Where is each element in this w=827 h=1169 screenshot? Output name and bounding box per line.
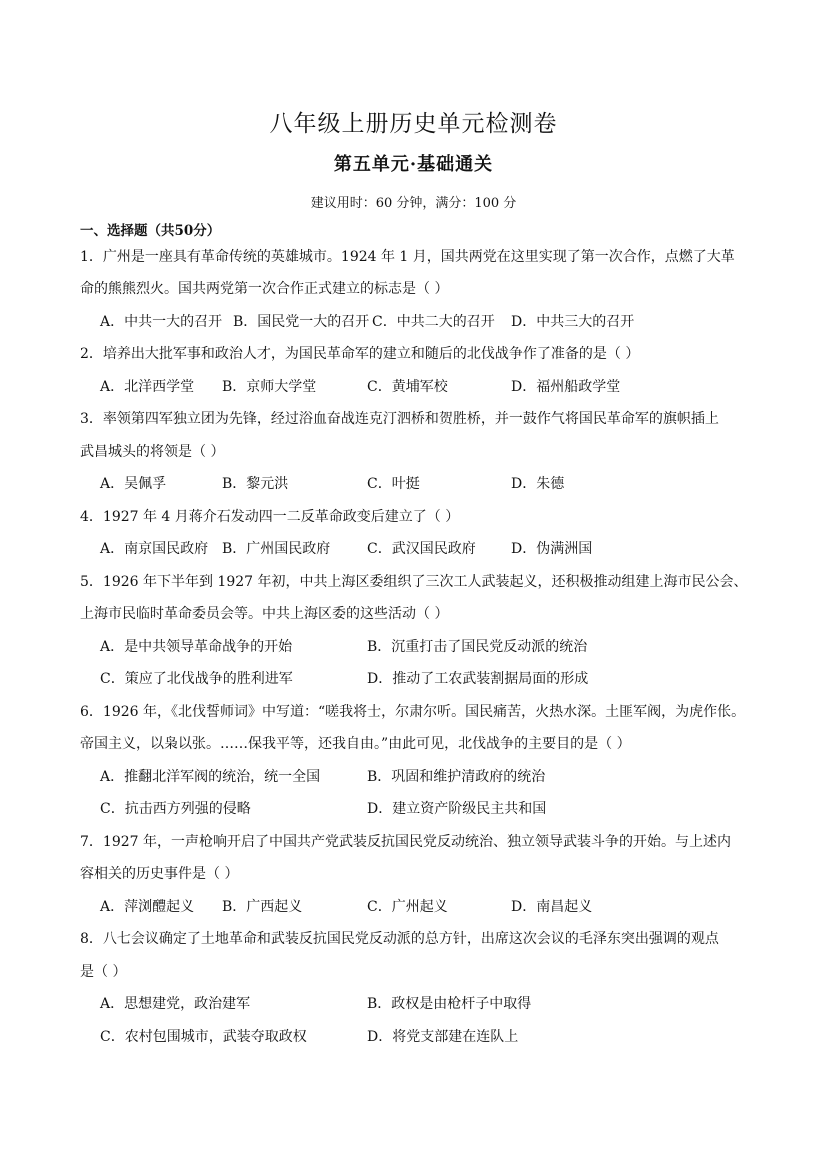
question-2-option-b: B．京师大学堂: [222, 379, 317, 395]
question-2-option-a: A．北洋西学堂: [100, 379, 195, 395]
question-3-option-d: D．朱德: [511, 476, 565, 492]
question-5-option-b: B．沉重打击了国民党反动派的统治: [367, 639, 588, 655]
question-3-option-b: B．黎元洪: [222, 476, 289, 492]
exam-meta: 建议用时：60 分钟，满分：100 分: [310, 196, 517, 211]
question-1-option-a: A．中共一大的召开: [100, 314, 223, 330]
question-6-option-b: B．巩固和维护清政府的统治: [367, 769, 546, 785]
question-1-line-1: 1．广州是一座具有革命传统的英雄城市。1924 年 1 月，国共两党在这里实现了第一次合作，点燃了大革: [80, 249, 735, 265]
question-3-option-a: A．吴佩孚: [100, 476, 167, 492]
question-2-line-1: 2．培养出大批军事和政治人才，为国民革命军的建立和随后的北伐战争作了准备的是（ ）: [80, 346, 640, 362]
question-8-option-d: D．将党支部建在连队上: [367, 1029, 519, 1045]
question-8-option-c: C．农村包围城市，武装夺取政权: [100, 1029, 307, 1045]
question-8-option-b: B．政权是由枪杆子中取得: [367, 996, 532, 1012]
question-2-option-c: C．黄埔军校: [367, 379, 448, 395]
question-6-option-c: C．抗击西方列强的侵略: [100, 801, 251, 817]
question-1-line-2: 命的熊熊烈火。国共两党第一次合作正式建立的标志是（ ）: [80, 281, 449, 297]
question-7-line-1: 7．1927 年，一声枪响开启了中国共产党武装反抗国民党反动统治、独立领导武装斗争的开始。与上述内: [80, 834, 731, 850]
question-5-line-1: 5．1926 年下半年到 1927 年初，中共上海区委组织了三次工人武装起义，还积极推动组建上海市民公会、: [80, 574, 748, 590]
question-8-line-1: 8．八七会议确定了土地革命和武装反抗国民党反动派的总方针，出席这次会议的毛泽东突出强调的观点: [80, 931, 719, 947]
question-2-option-d: D．福州船政学堂: [511, 379, 621, 395]
question-1-option-d: D．中共三大的召开: [511, 314, 635, 330]
question-4-option-c: C．武汉国民政府: [367, 541, 476, 557]
question-6-option-a: A．推翻北洋军阀的统治，统一全国: [100, 769, 321, 785]
question-7-option-a: A．萍浏醴起义: [100, 899, 195, 915]
question-4-option-b: B．广州国民政府: [222, 541, 331, 557]
page-subtitle: 第五单元·基础通关: [333, 154, 494, 175]
question-6-option-d: D．建立资产阶级民主共和国: [367, 801, 547, 817]
question-5-line-2: 上海市民临时革命委员会等。中共上海区委的这些活动（ ）: [80, 606, 449, 622]
question-1-option-b: B．国民党一大的召开: [233, 314, 370, 330]
section-heading: 一、选择题（共50分）: [80, 223, 221, 239]
question-5-option-c: C．策应了北伐战争的胜利进军: [100, 671, 293, 687]
question-5-option-a: A．是中共领导革命战争的开始: [100, 639, 293, 655]
question-6-line-2: 帝国主义，以枭以张。……保我平等，还我自由。”由此可见，北伐战争的主要目的是（ ）: [80, 736, 631, 752]
question-6-line-1: 6．1926 年，《北伐誓师词》中写道：“嗟我将士，尔肃尔听。国民痛苦，火热水深。土匪军阀，为虎作伥。: [80, 704, 746, 720]
question-4-line-1: 4．1927 年 4 月蒋介石发动四一二反革命政变后建立了（ ）: [80, 509, 460, 525]
question-5-option-d: D．推动了工农武装割据局面的形成: [367, 671, 589, 687]
question-3-line-2: 武昌城头的将领是（ ）: [80, 444, 225, 460]
question-8-line-2: 是（ ）: [80, 964, 127, 980]
question-7-line-2: 容相关的历史事件是（ ）: [80, 866, 239, 882]
question-7-option-d: D．南昌起义: [511, 899, 593, 915]
question-8-option-a: A．思想建党，政治建军: [100, 996, 251, 1012]
page-title: 八年级上册历史单元检测卷: [269, 111, 558, 137]
question-7-option-c: C．广州起义: [367, 899, 448, 915]
question-1-option-c: C．中共二大的召开: [372, 314, 495, 330]
question-3-line-1: 3．率领第四军独立团为先锋，经过浴血奋战连克汀泗桥和贺胜桥，并一鼓作气将国民革命军的旗帜插上: [80, 411, 719, 427]
question-7-option-b: B．广西起义: [222, 899, 303, 915]
question-4-option-a: A．南京国民政府: [100, 541, 209, 557]
question-4-option-d: D．伪满洲国: [511, 541, 593, 557]
question-3-option-c: C．叶挺: [367, 476, 420, 492]
